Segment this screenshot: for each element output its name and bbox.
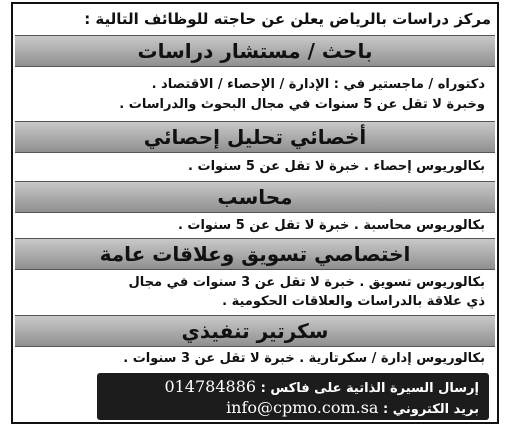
job-description-line: بكالوريوس محاسبة . خبرة لا تقل عن 5 سنوات . — [177, 218, 485, 233]
email-address[interactable]: info@cpmo.com.sa — [226, 398, 379, 417]
fax-line — [105, 376, 479, 398]
fax-number: 014784886 — [164, 377, 257, 396]
job-title-band — [15, 35, 495, 67]
ad-headline: مركز دراسات بالرياض يعلن عن حاجته للوظائف التالية : — [84, 10, 491, 28]
job-description-line: وخبرة لا تقل عن 5 سنوات في مجال البحوث والدراسات . — [119, 97, 485, 112]
job-title-statistician: أخصائي تحليل إحصائي — [143, 125, 367, 149]
fax-label: إرسال السيرة الذاتية على فاكس : — [260, 381, 479, 396]
job-description-line: بكالوريوس إحصاء . خبرة لا تقل عن 5 سنوات . — [188, 159, 485, 174]
job-description-line: ذي علاقة بالدراسات والعلاقات الحكومية . — [222, 294, 485, 309]
job-title-band — [15, 181, 495, 213]
job-title-band — [15, 121, 495, 153]
job-title-band — [15, 315, 495, 347]
job-title-marketing: اختصاصي تسويق وعلاقات عامة — [99, 242, 411, 266]
email-line — [105, 397, 479, 419]
job-title-band — [15, 238, 495, 270]
job-advertisement — [11, 2, 499, 424]
job-title-accountant: محاسب — [217, 185, 293, 209]
job-description-line: بكالوريوس تسويق . خبرة لا تقل عن 3 سنوات في مجال — [128, 275, 485, 290]
contact-box — [97, 373, 489, 420]
job-description-line: بكالوريوس إدارة / سكرتارية . خبرة لا تقل عن 3 سنوات . — [123, 351, 485, 366]
job-title-secretary: سكرتير تنفيذي — [181, 319, 329, 343]
email-label: بريد الكتروني : — [382, 402, 479, 417]
job-title-researcher: باحث / مستشار دراسات — [137, 39, 373, 63]
job-description-line: دكتوراه / ماجستير في : الإدارة / الإحصاء / الاقتصاد . — [151, 77, 485, 92]
